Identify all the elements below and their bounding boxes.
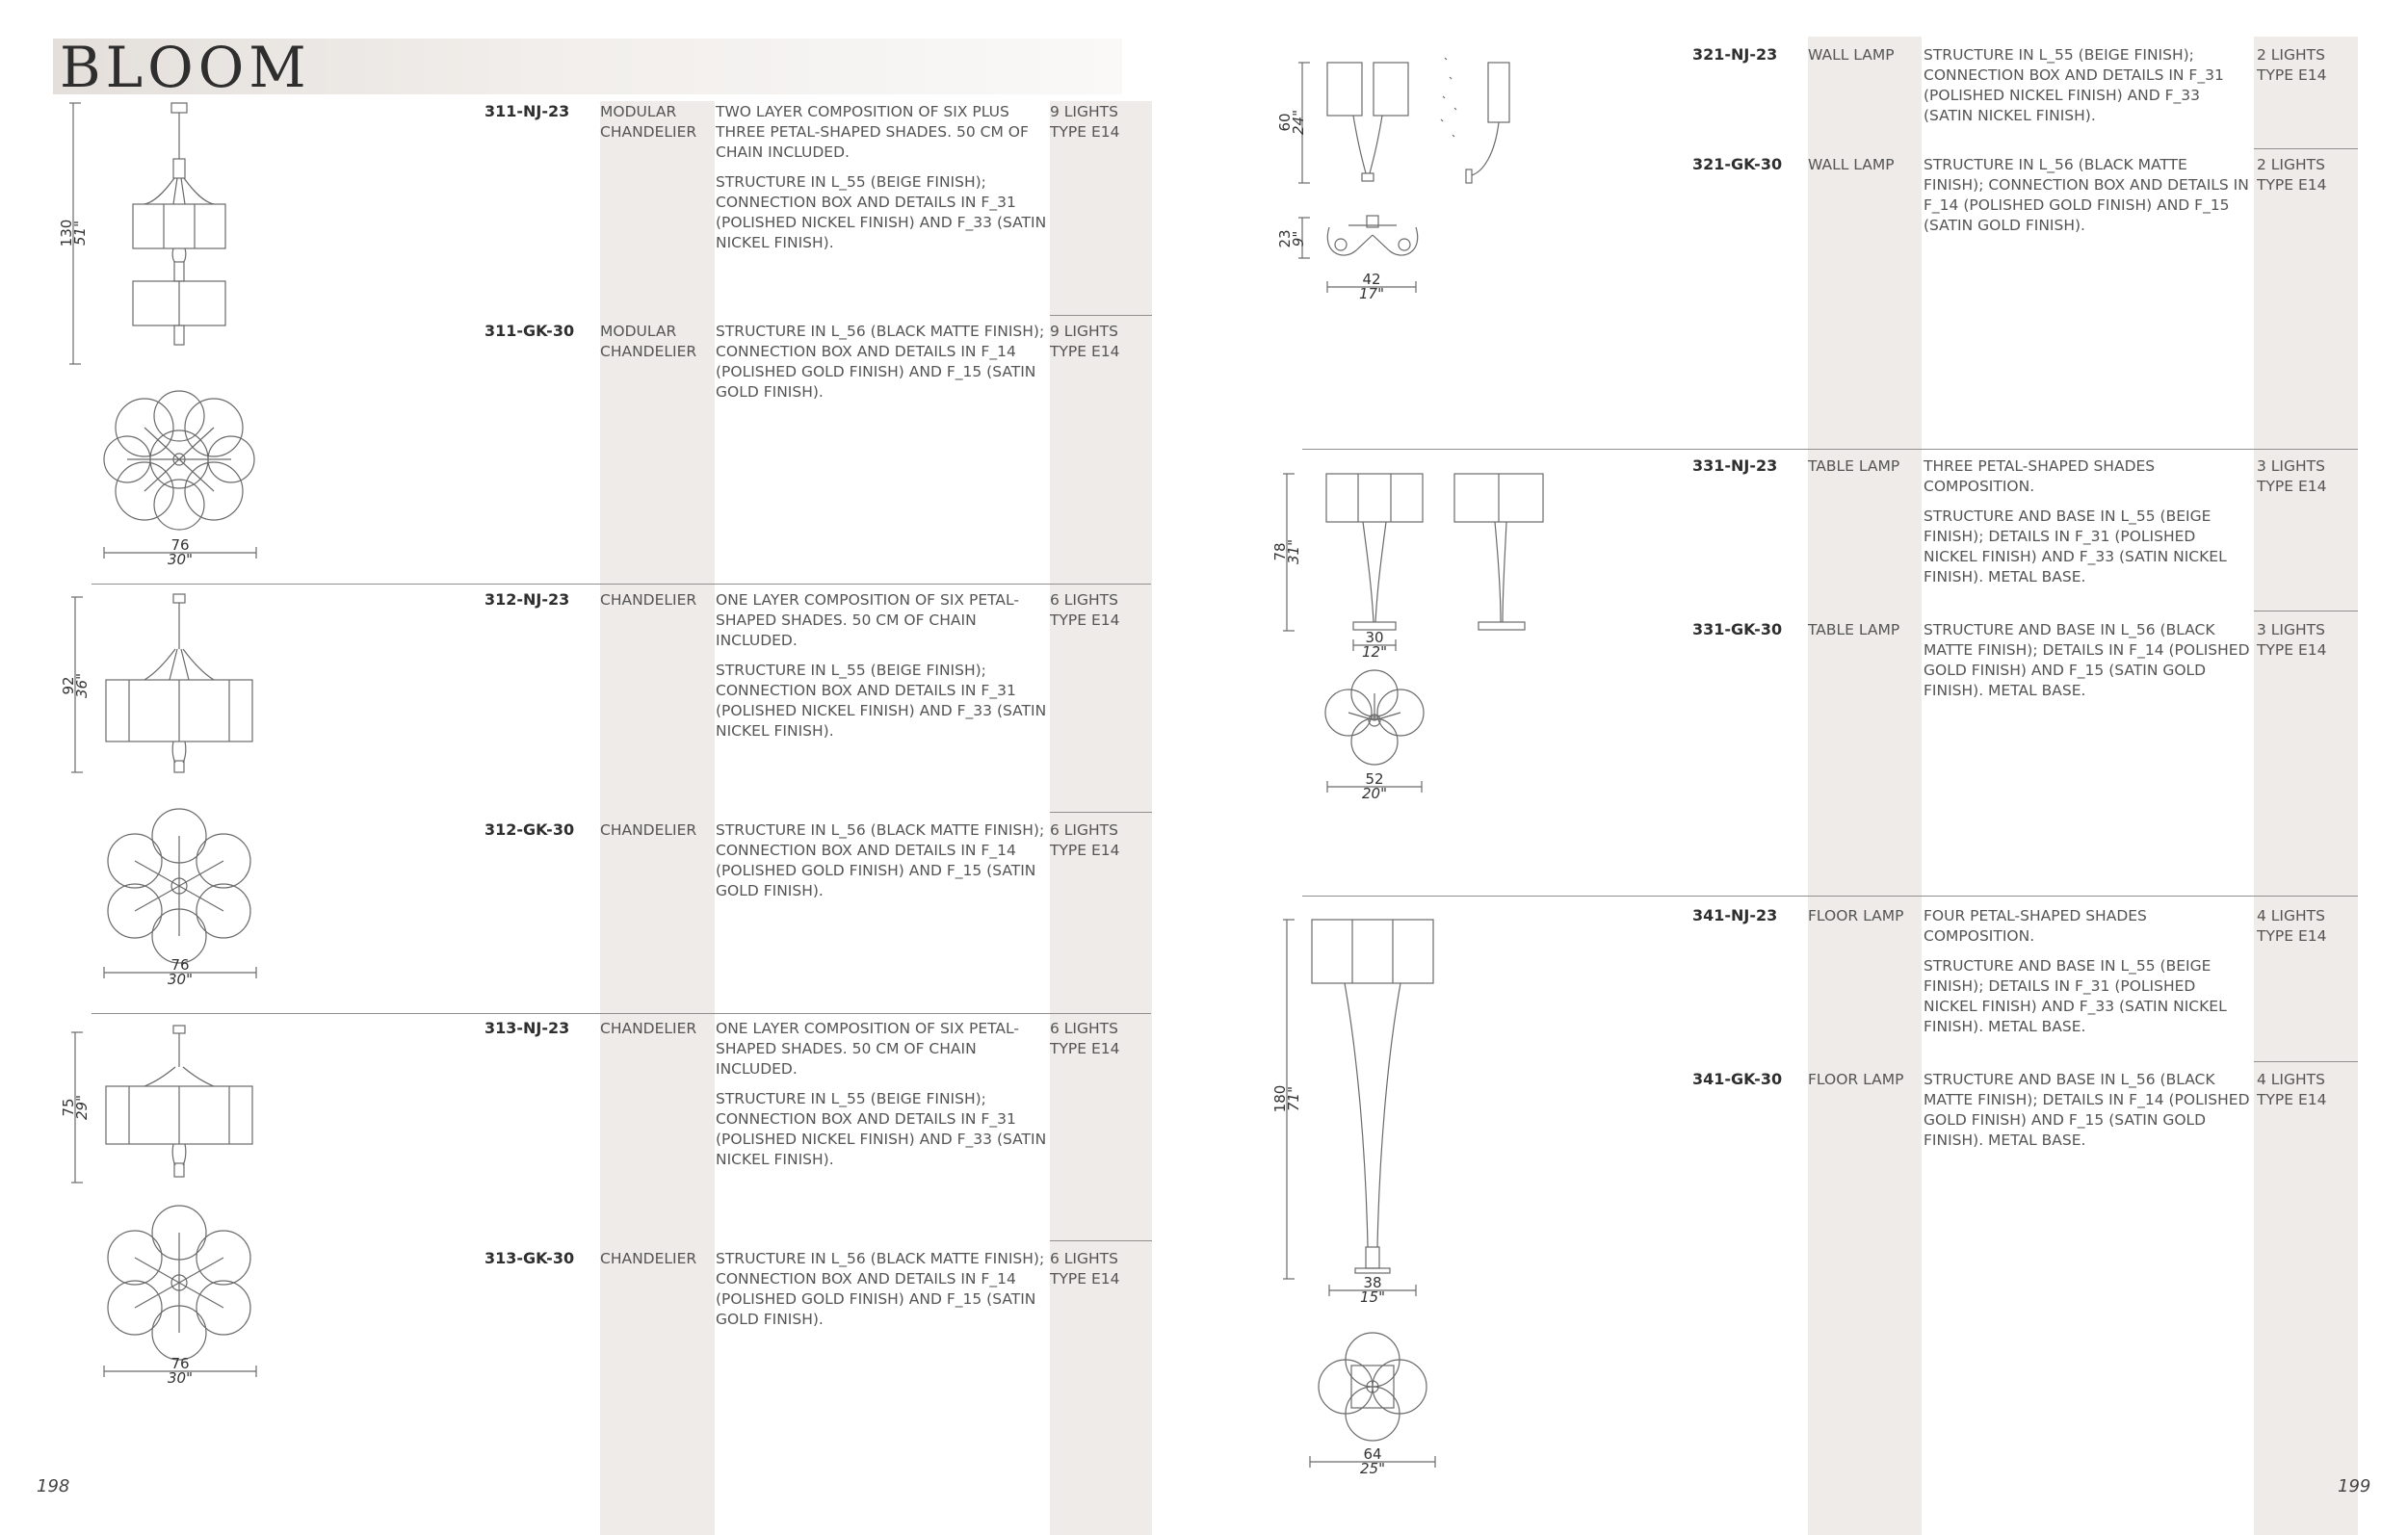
product-type: CHANDELIER: [600, 821, 697, 839]
wall-lamp-321-plan-drawing: [1327, 216, 1417, 255]
product-description: ONE LAYER COMPOSITION OF SIX PETAL-SHAPED SHADES. 50 CM OF CHAIN INCLUDED. STRUCTURE IN L_55 (BEIGE FINISH); CONNECTION BOX AND DETAILS IN F_31 (POLISHED NICKEL FINISH) AND F_33 (SATIN NICKEL FINISH).: [716, 1020, 1047, 1168]
dimension-cm: 64: [1363, 1445, 1382, 1463]
dimension-cm: 52: [1365, 770, 1384, 788]
product-lights: 9 LIGHTS TYPE E14: [1050, 103, 1120, 141]
product-lights: 6 LIGHTS TYPE E14: [1050, 1020, 1120, 1057]
dimension-inch: 29": [73, 1095, 91, 1120]
dimension-331-height: [1271, 474, 1302, 631]
product-code: 311-GK-30: [484, 322, 575, 340]
product-type: WALL LAMP: [1808, 156, 1895, 173]
dimension-341-base: [1329, 1274, 1416, 1306]
product-type: MODULAR CHANDELIER: [600, 103, 697, 141]
dimension-cm: 76: [170, 536, 190, 554]
chandelier-311-plan-drawing: [104, 391, 254, 530]
product-type: FLOOR LAMP: [1808, 1071, 1904, 1088]
product-description: STRUCTURE IN L_56 (BLACK MATTE FINISH); CONNECTION BOX AND DETAILS IN F_14 (POLISHED GOLD FINISH) AND F_15 (SATIN GOLD FINISH).: [716, 323, 1045, 401]
dimension-inch: 24": [1290, 110, 1307, 135]
dimension-cm: 60: [1276, 113, 1294, 132]
dimension-inch: 12": [1362, 643, 1387, 661]
product-description: ONE LAYER COMPOSITION OF SIX PETAL-SHAPED SHADES. 50 CM OF CHAIN INCLUDED. STRUCTURE IN L_55 (BEIGE FINISH); CONNECTION BOX AND DETAILS IN F_31 (POLISHED NICKEL FINISH) AND F_33 (SATIN NICKEL FINISH).: [716, 591, 1047, 740]
dimension-inch: 51": [71, 221, 89, 246]
product-type: FLOOR LAMP: [1808, 907, 1904, 924]
product-type: CHANDELIER: [600, 1020, 697, 1037]
dimension-inch: 30": [168, 1369, 193, 1387]
product-code: 313-NJ-23: [484, 1019, 570, 1037]
product-code: 321-GK-30: [1692, 155, 1783, 173]
dimension-331-width: [1327, 770, 1422, 802]
page-number-right: 199: [2338, 1476, 2371, 1496]
dimension-cm: 130: [58, 219, 75, 247]
product-description: STRUCTURE IN L_56 (BLACK MATTE FINISH); CONNECTION BOX AND DETAILS IN F_14 (POLISHED GOLD FINISH) AND F_15 (SATIN GOLD FINISH).: [716, 821, 1045, 899]
dimension-cm: 42: [1362, 271, 1381, 288]
dimension-312-height: [60, 597, 91, 772]
dimension-341-width: [1310, 1445, 1435, 1477]
dimension-cm: 23: [1276, 229, 1294, 248]
dimension-321-width: [1327, 271, 1416, 302]
chandelier-311-elevation-drawing: [133, 103, 225, 345]
dimension-cm: 78: [1271, 542, 1289, 561]
dimension-321-height: [1276, 63, 1310, 183]
product-lights: 6 LIGHTS TYPE E14: [1050, 1250, 1120, 1288]
product-description: TWO LAYER COMPOSITION OF SIX PLUS THREE PETAL-SHAPED SHADES. 50 CM OF CHAIN INCLUDED. STRUCTURE IN L_55 (BEIGE FINISH); CONNECTION BOX AND DETAILS IN F_31 (POLISHED NICKEL FINISH) AND F_33 (SATIN NICKEL FINISH).: [716, 103, 1047, 251]
wall-lamp-321-front-drawing: [1327, 63, 1408, 181]
dimension-cm: 38: [1363, 1274, 1382, 1291]
product-lights: 4 LIGHTS TYPE E14: [2257, 907, 2327, 945]
dimension-inch: 15": [1360, 1288, 1385, 1306]
product-type: CHANDELIER: [600, 591, 697, 609]
product-type: TABLE LAMP: [1808, 457, 1900, 475]
product-lights: 9 LIGHTS TYPE E14: [1050, 323, 1120, 360]
product-description: THREE PETAL-SHAPED SHADES COMPOSITION. STRUCTURE AND BASE IN L_55 (BEIGE FINISH); DETAILS IN F_31 (POLISHED NICKEL FINISH) AND F_33 (SATIN NICKEL FINISH). METAL BASE.: [1924, 457, 2227, 585]
table-lamp-331-front-drawing: [1326, 474, 1423, 630]
chandelier-312-plan-drawing: [108, 809, 250, 963]
product-code: 341-GK-30: [1692, 1070, 1783, 1088]
product-code: 313-GK-30: [484, 1249, 575, 1267]
table-lamp-331-plan-drawing: [1325, 670, 1424, 765]
product-lights: 3 LIGHTS TYPE E14: [2257, 457, 2327, 495]
product-type: CHANDELIER: [600, 1250, 697, 1267]
dimension-313-width: [104, 1355, 256, 1387]
product-description: STRUCTURE AND BASE IN L_56 (BLACK MATTE FINISH); DETAILS IN F_14 (POLISHED GOLD FINISH) AND F_15 (SATIN GOLD FINISH). METAL BASE.: [1924, 1071, 2250, 1149]
dimension-311-width: [104, 536, 256, 568]
dimension-inch: 30": [168, 551, 193, 568]
dimension-cm: 92: [60, 676, 77, 695]
dimension-312-width: [104, 956, 256, 988]
product-description: STRUCTURE AND BASE IN L_56 (BLACK MATTE FINISH); DETAILS IN F_14 (POLISHED GOLD FINISH) AND F_15 (SATIN GOLD FINISH). METAL BASE.: [1924, 621, 2250, 699]
product-code: 331-GK-30: [1692, 620, 1783, 638]
product-description: FOUR PETAL-SHAPED SHADES COMPOSITION. STRUCTURE AND BASE IN L_55 (BEIGE FINISH); DETAILS IN F_31 (POLISHED NICKEL FINISH) AND F_33 (SATIN NICKEL FINISH). METAL BASE.: [1924, 907, 2227, 1035]
floor-lamp-341-plan-drawing: [1319, 1333, 1426, 1441]
dimension-inch: 30": [168, 971, 193, 988]
product-lights: 6 LIGHTS TYPE E14: [1050, 821, 1120, 859]
dimension-cm: 180: [1271, 1084, 1289, 1113]
dimension-inch: 17": [1359, 285, 1384, 302]
collection-title: BLOOM: [60, 35, 311, 100]
dimension-inch: 36": [73, 673, 91, 698]
dimension-inch: 20": [1362, 785, 1387, 802]
product-code: 311-NJ-23: [484, 102, 570, 120]
product-type: MODULAR CHANDELIER: [600, 323, 697, 360]
dimension-cm: 75: [60, 1098, 77, 1117]
table-lamp-331-side-drawing: [1454, 474, 1543, 630]
product-lights: 2 LIGHTS TYPE E14: [2257, 156, 2327, 194]
product-description: STRUCTURE IN L_56 (BLACK MATTE FINISH); CONNECTION BOX AND DETAILS IN F_14 (POLISHED GOLD FINISH) AND F_15 (SATIN GOLD FINISH).: [716, 1250, 1045, 1328]
chandelier-312-elevation-drawing: [106, 594, 252, 772]
dimension-331-base: [1353, 629, 1396, 661]
dimension-cm: 30: [1365, 629, 1384, 646]
dimension-321-depth: [1276, 218, 1310, 258]
dimension-311-height: [58, 103, 89, 364]
dimension-cm: 76: [170, 1355, 190, 1372]
product-code: 321-NJ-23: [1692, 45, 1778, 64]
page-number-left: 198: [37, 1476, 70, 1496]
dimension-inch: 25": [1360, 1460, 1385, 1477]
product-lights: 4 LIGHTS TYPE E14: [2257, 1071, 2327, 1108]
dimension-cm: 76: [170, 956, 190, 974]
product-code: 312-GK-30: [484, 820, 575, 839]
chandelier-313-elevation-drawing: [106, 1026, 252, 1177]
chandelier-313-plan-drawing: [108, 1206, 250, 1360]
product-lights: 3 LIGHTS TYPE E14: [2257, 621, 2327, 659]
dimension-inch: 9": [1290, 230, 1307, 247]
product-description: STRUCTURE IN L_55 (BEIGE FINISH); CONNECTION BOX AND DETAILS IN F_31 (POLISHED NICKEL FINISH) AND F_33 (SATIN NICKEL FINISH).: [1924, 46, 2224, 124]
product-lights: 6 LIGHTS TYPE E14: [1050, 591, 1120, 629]
floor-lamp-341-front-drawing: [1312, 920, 1433, 1273]
dimension-inch: 71": [1285, 1086, 1302, 1111]
product-lights: 2 LIGHTS TYPE E14: [2257, 46, 2327, 84]
product-code: 331-NJ-23: [1692, 456, 1778, 475]
product-type: WALL LAMP: [1808, 46, 1895, 64]
dimension-313-height: [60, 1032, 91, 1183]
product-type: TABLE LAMP: [1808, 621, 1900, 638]
wall-lamp-321-side-drawing: [1441, 58, 1509, 183]
product-code: 312-NJ-23: [484, 590, 570, 609]
dimension-inch: 31": [1285, 539, 1302, 564]
dimension-341-height: [1271, 920, 1302, 1279]
product-description: STRUCTURE IN L_56 (BLACK MATTE FINISH); CONNECTION BOX AND DETAILS IN F_14 (POLISHED GOLD FINISH) AND F_15 (SATIN GOLD FINISH).: [1924, 156, 2249, 234]
product-code: 341-NJ-23: [1692, 906, 1778, 924]
